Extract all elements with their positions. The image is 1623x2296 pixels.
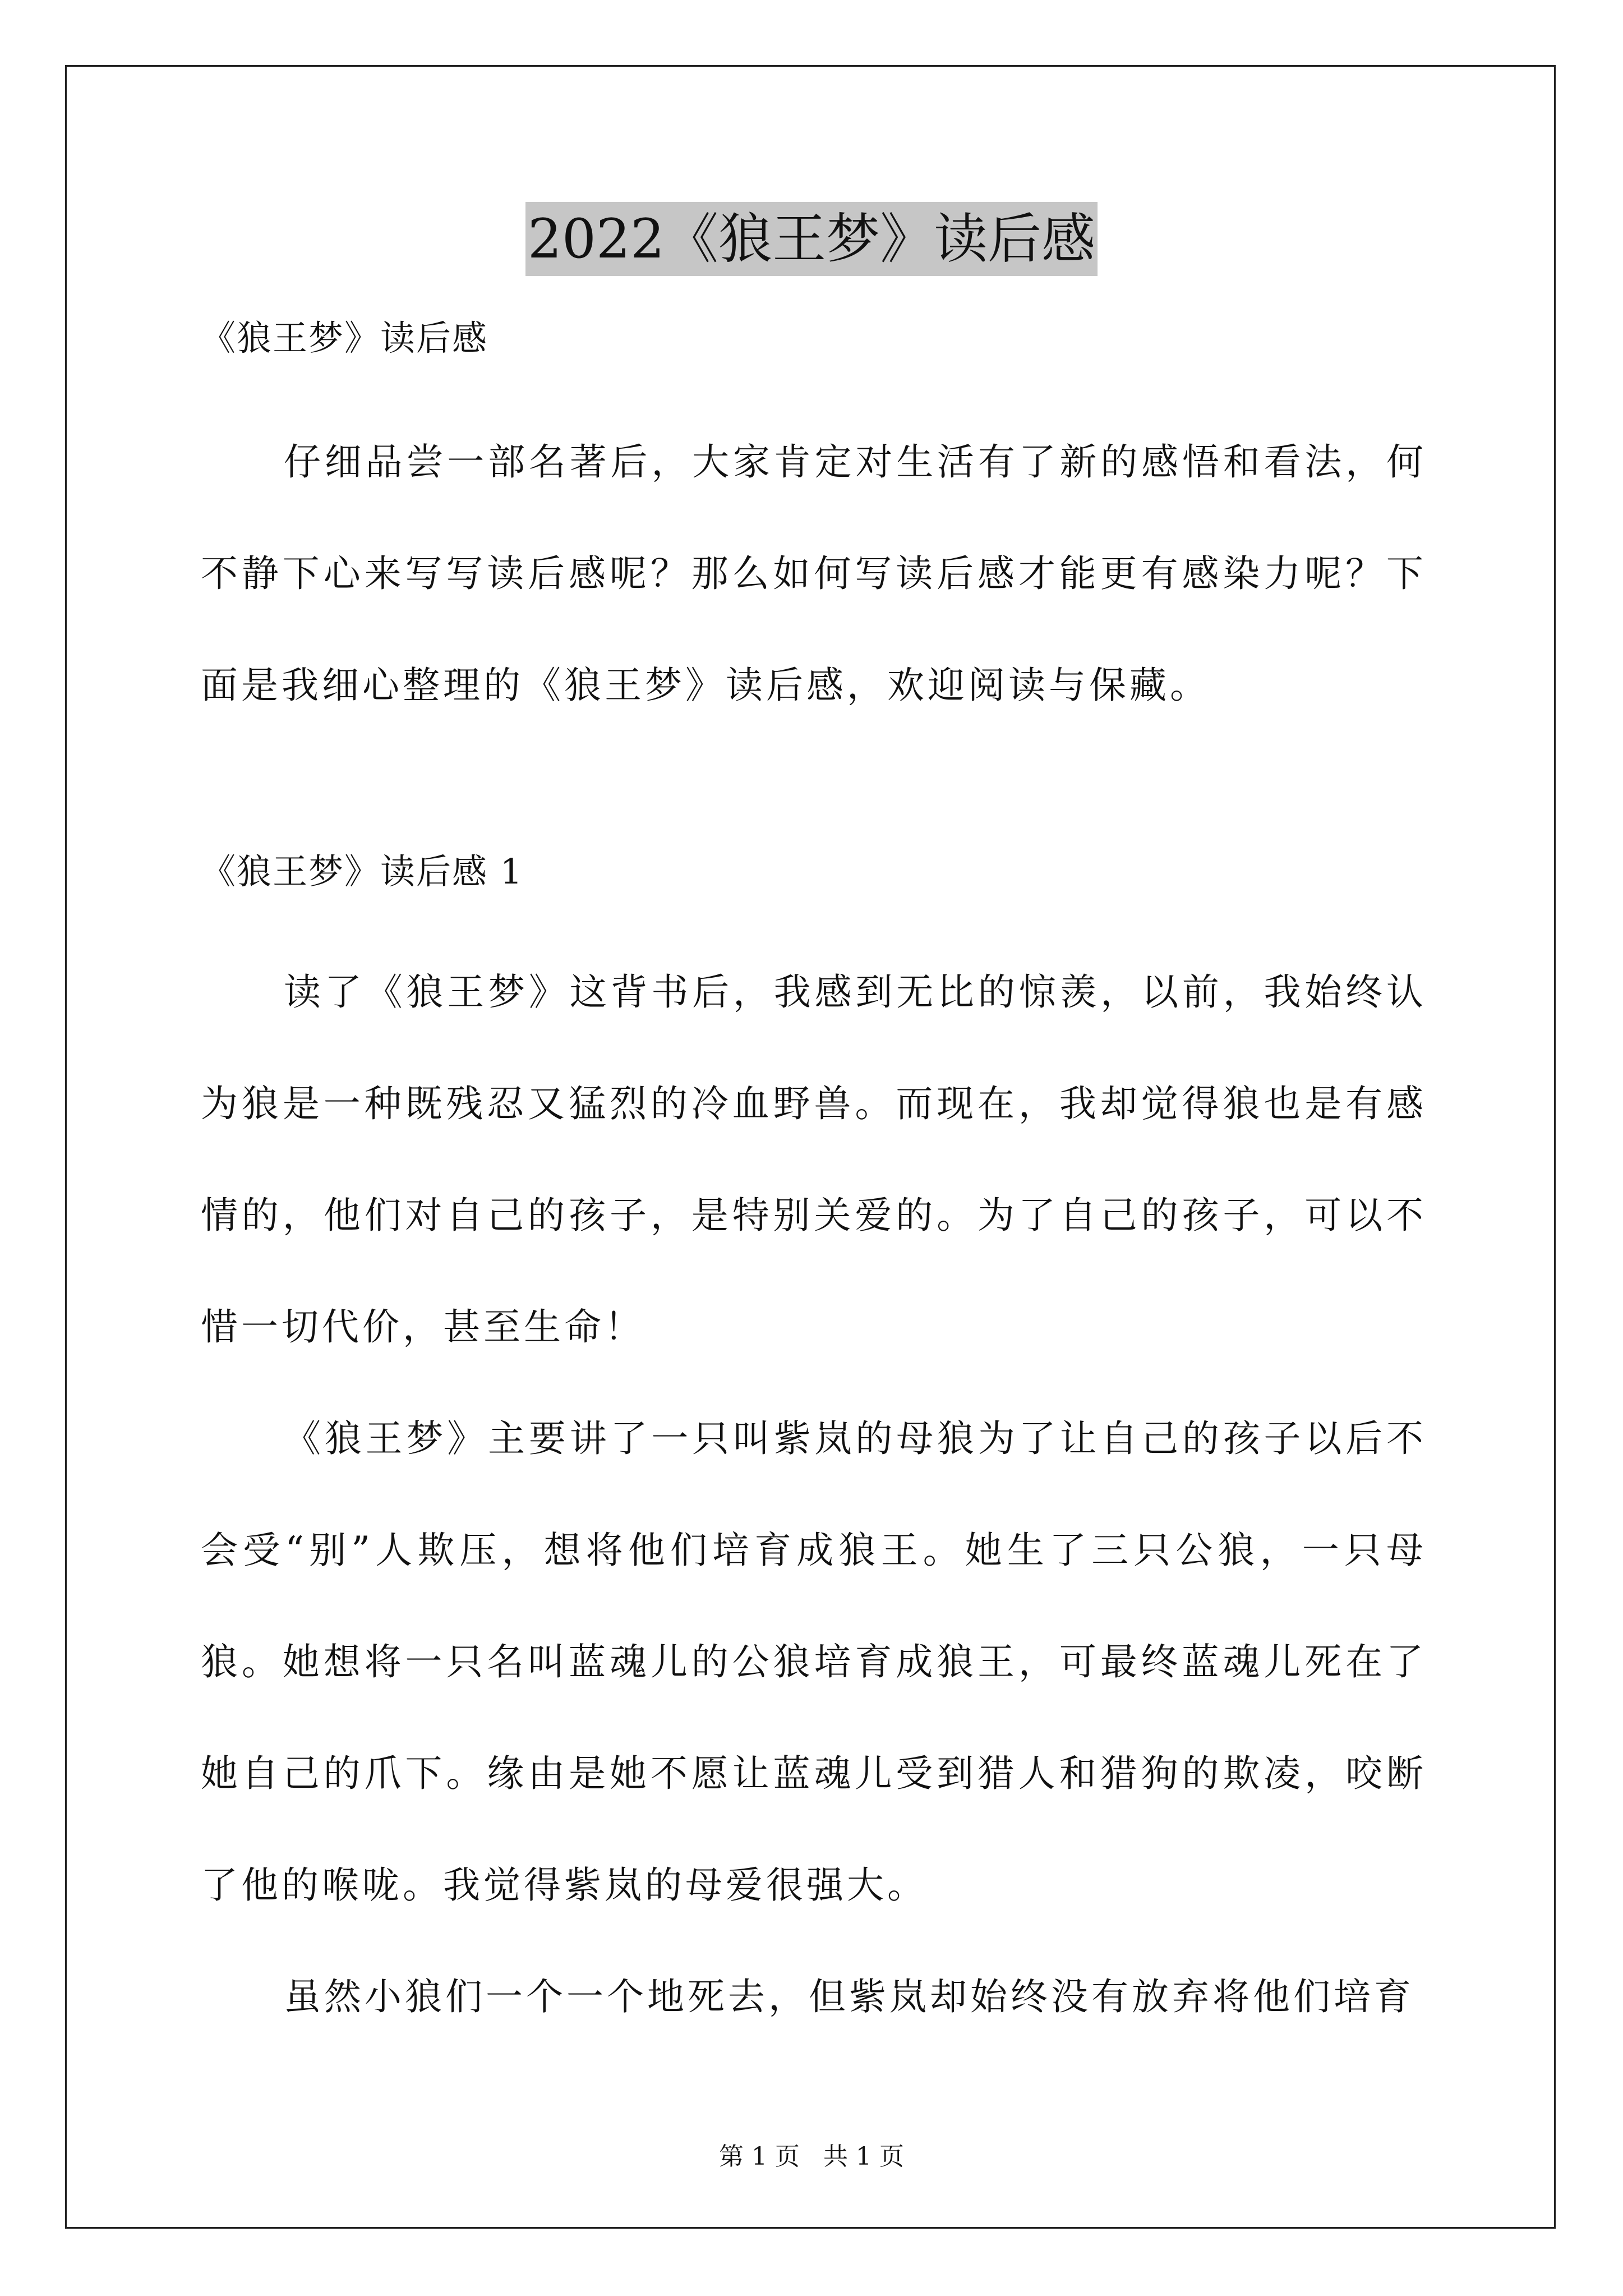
title-wrap (0, 202, 1623, 276)
body-paragraph: 读了《狼王梦》这背书后，我感到无比的惊羡，以前，我始终认为狼是一种既残忍又猛烈的冷血野兽。而现在，我却觉得狼也是有感情的，他们对自己的孩子，是特别关爱的。为了自己的孩子，可以不惜一切代价，甚至生命！ (201, 970, 1427, 1349)
body-paragraph: 虽然小狼们一个一个地死去，但紫岚却始终没有放弃将他们培育 (284, 1975, 1414, 2018)
section-gap (201, 741, 1427, 848)
intro-paragraph: 仔细品尝一部名著后，大家肯定对生活有了新的感悟和看法，何不静下心来写写读后感呢？那么如何写读后感才能更有感染力呢？下面是我细心整理的《狼王梦》读后感，欢迎阅读与保藏。 (201, 440, 1427, 707)
document-body (201, 314, 1427, 2053)
intro-heading: 《狼王梦》读后感 (201, 318, 488, 358)
document-title: 2022《狼王梦》读后感 (525, 202, 1098, 276)
page-number: 第 1 页 (719, 2142, 800, 2171)
body-paragraph: 《狼王梦》主要讲了一只叫紫岚的母狼为了让自己的孩子以后不会受“别”人欺压，想将他们培育成狼王。她生了三只公狼，一只母狼。她想将一只名叫蓝魂儿的公狼培育成狼王，可最终蓝魂儿死在了她自己的爪下。缘由是她不愿让蓝魂儿受到猎人和猎狗的欺凌，咬断了他的喉咙。我觉得紫岚的母爱很强大。 (201, 1417, 1427, 1907)
page-footer (0, 2140, 1623, 2174)
page-total: 共 1 页 (823, 2142, 904, 2171)
section-heading: 《狼王梦》读后感 1 (201, 851, 524, 892)
